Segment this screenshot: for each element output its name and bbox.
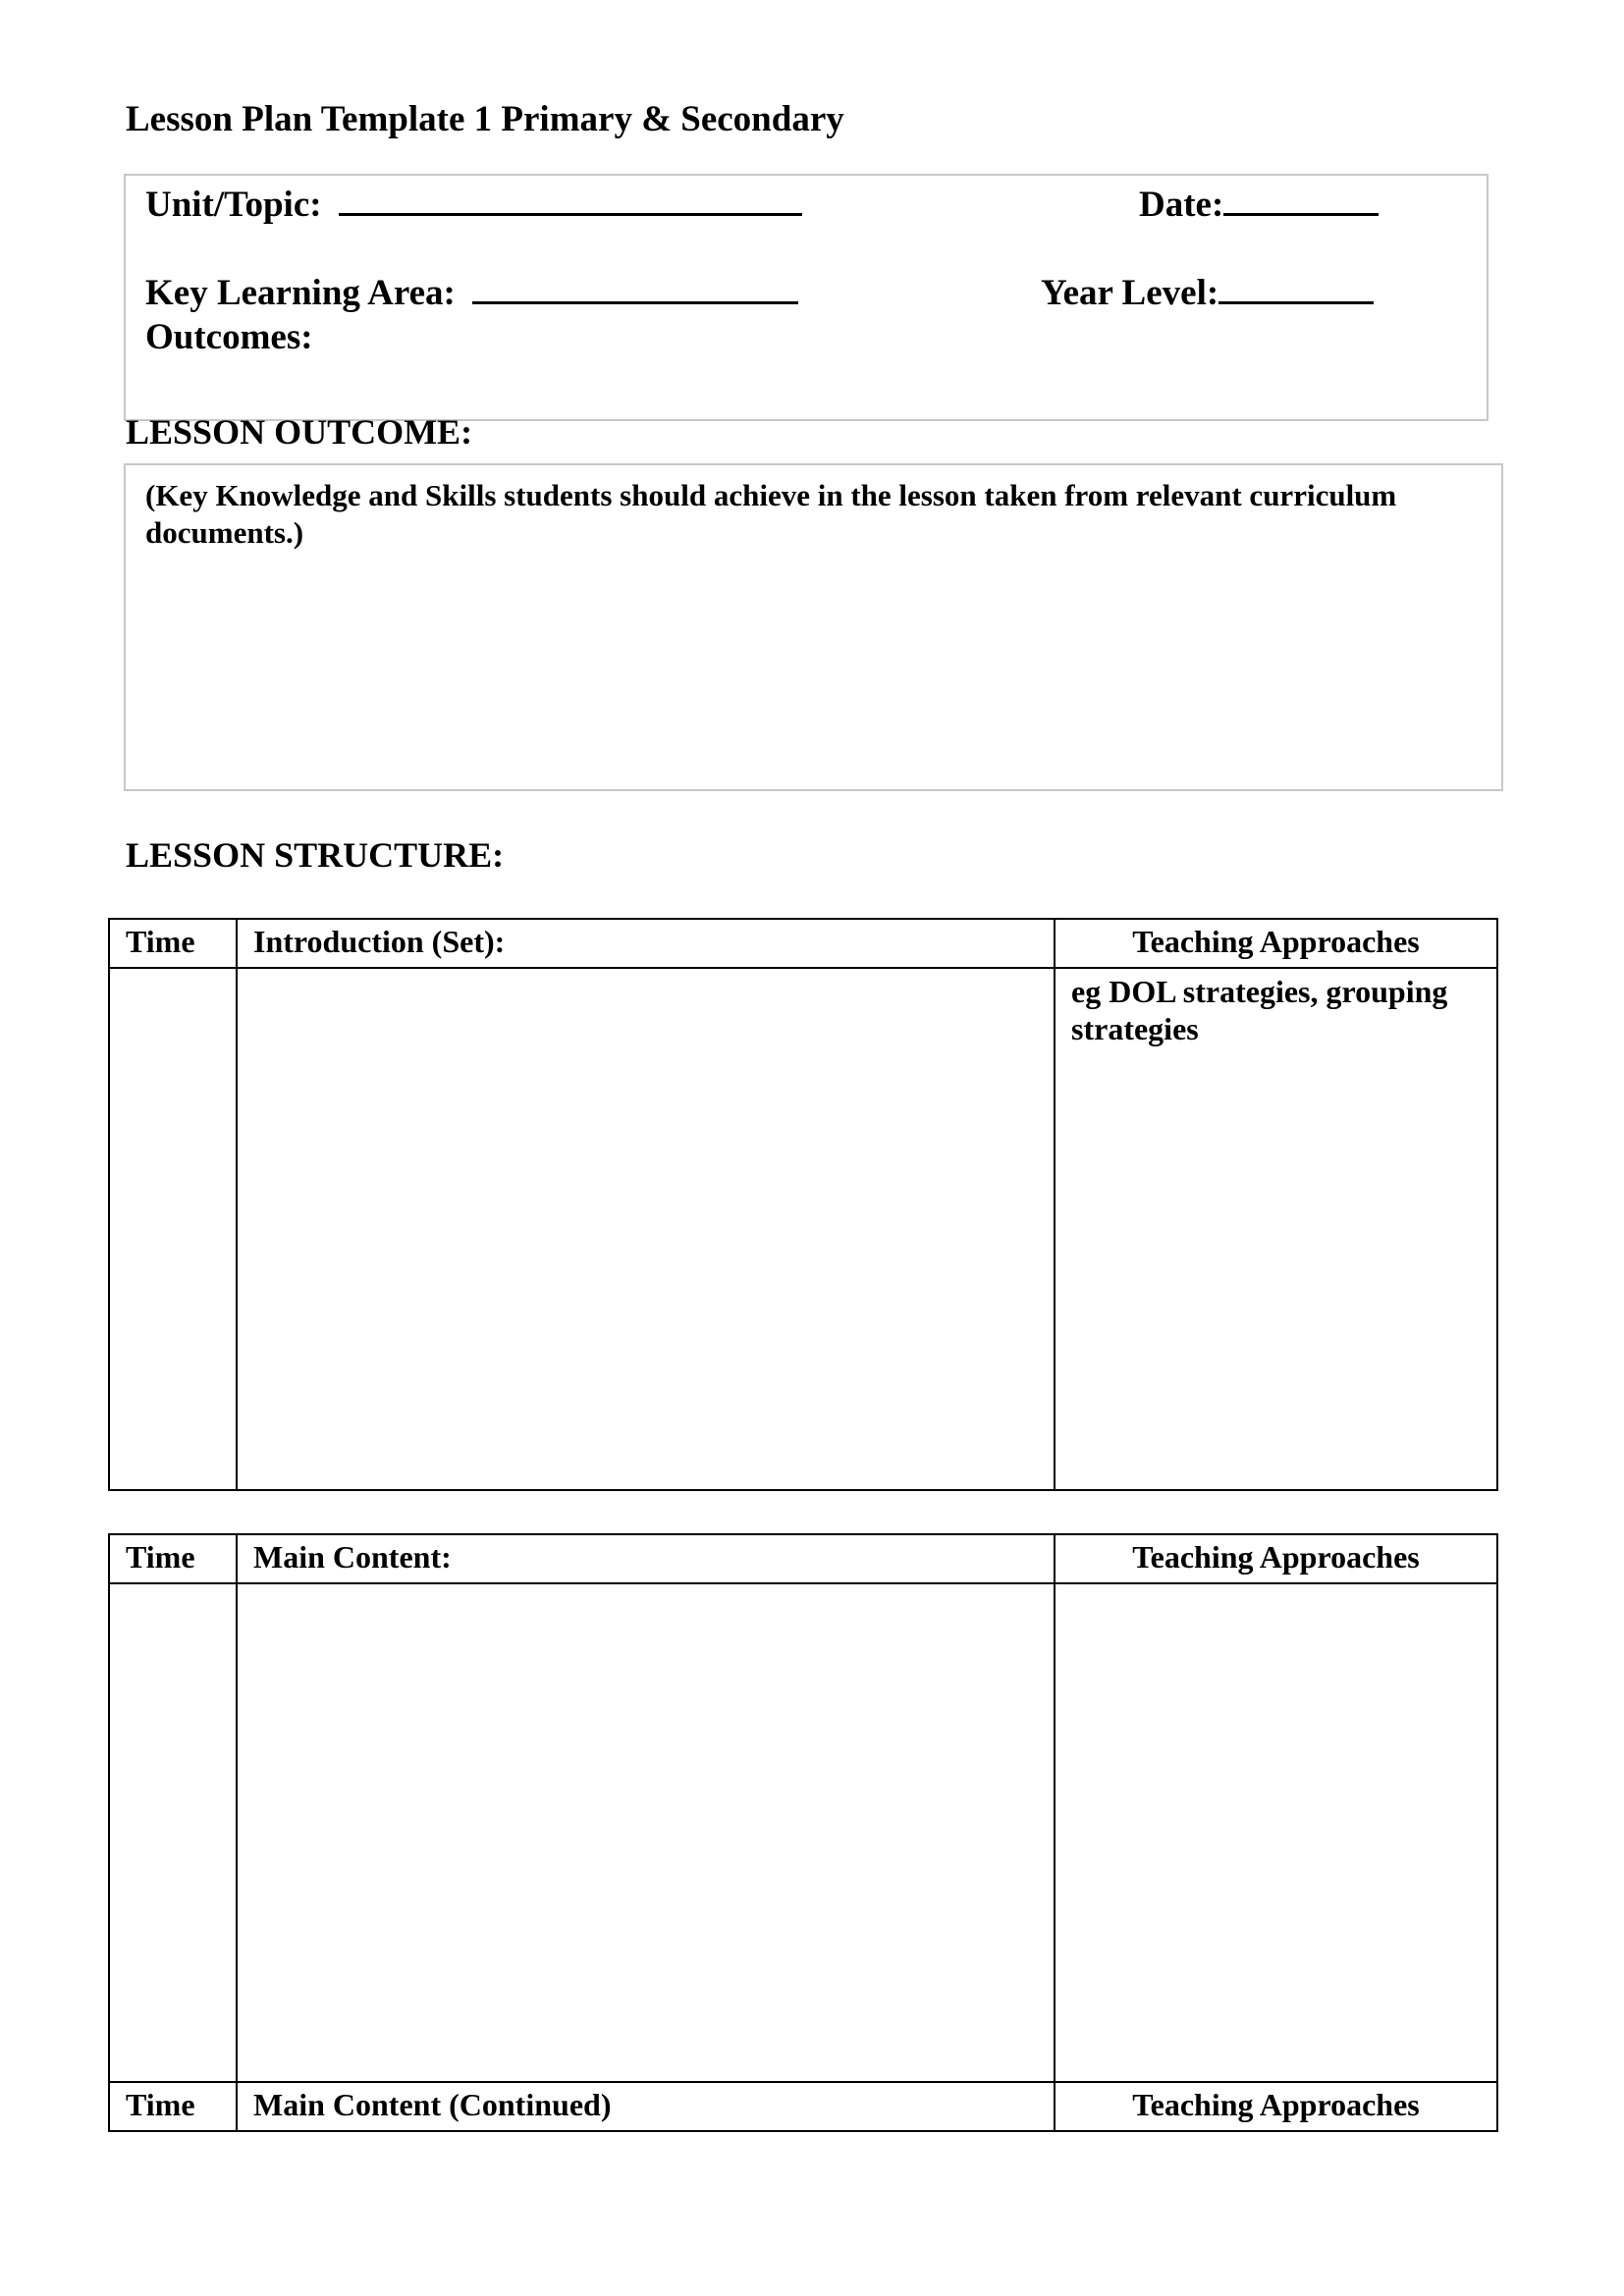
main-content-time-cell[interactable] (109, 1583, 237, 2082)
key-learning-area-blank[interactable] (472, 272, 798, 304)
main-content-body-row (109, 1583, 1497, 2082)
date-label: Date: (1139, 185, 1224, 225)
time-header: Time (109, 919, 237, 968)
main-content-table (108, 1533, 1498, 2132)
main-content-header: Main Content: (237, 1534, 1055, 1583)
introduction-body-row (109, 968, 1497, 1490)
date-field (1139, 184, 1379, 226)
date-blank[interactable] (1223, 184, 1379, 216)
introduction-time-cell[interactable] (109, 968, 237, 1490)
teaching-approaches-note: eg DOL strategies, grouping strategies (1071, 974, 1448, 1046)
teaching-approaches-header: Teaching Approaches (1055, 1534, 1497, 1583)
year-level-blank[interactable] (1218, 272, 1374, 304)
time-header: Time (109, 2082, 237, 2131)
introduction-table (108, 918, 1498, 1491)
unit-topic-blank[interactable] (339, 184, 802, 216)
main-content-cell[interactable] (237, 1583, 1055, 2082)
lesson-outcome-note: (Key Knowledge and Skills students should achieve in the lesson taken from relevant curriculum documents.) (145, 478, 1397, 550)
document-title: Lesson Plan Template 1 Primary & Secondary (126, 99, 844, 139)
unit-topic-label: Unit/Topic: (145, 185, 322, 225)
teaching-approaches-header: Teaching Approaches (1055, 2082, 1497, 2131)
main-content-continued-header: Main Content (Continued) (237, 2082, 1055, 2131)
main-content-teaching-cell[interactable] (1055, 1583, 1497, 2082)
main-content-continued-header-row (109, 2082, 1497, 2131)
year-level-field (1041, 272, 1374, 314)
key-learning-area-label: Key Learning Area: (145, 273, 456, 313)
key-learning-area-field (145, 272, 798, 314)
outcomes-label: Outcomes: (145, 317, 313, 357)
introduction-content-cell[interactable] (237, 968, 1055, 1490)
time-header: Time (109, 1534, 237, 1583)
year-level-label: Year Level: (1041, 273, 1219, 313)
lesson-outcome-box[interactable] (124, 463, 1503, 791)
main-content-header-row (109, 1534, 1497, 1583)
lesson-structure-heading: LESSON STRUCTURE: (126, 835, 505, 875)
introduction-header: Introduction (Set): (237, 919, 1055, 968)
teaching-approaches-header: Teaching Approaches (1055, 919, 1497, 968)
unit-topic-field (145, 184, 802, 226)
introduction-header-row (109, 919, 1497, 968)
introduction-teaching-cell[interactable] (1055, 968, 1497, 1490)
lesson-outcome-heading: LESSON OUTCOME: (126, 412, 473, 452)
